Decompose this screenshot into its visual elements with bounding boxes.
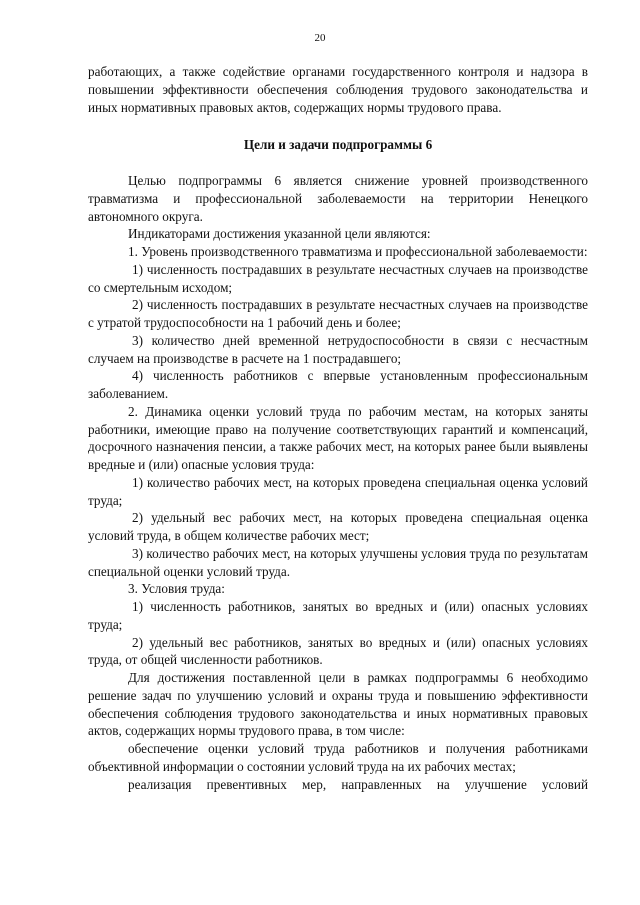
task-item-2: реализация превентивных мер, направленных на улучшение условий xyxy=(128,776,588,792)
indicator-3-item-1: 1) численность работников, занятых во вредных и (или) опасных условиях труда; xyxy=(88,599,588,632)
indicator-1-item-4: 4) численность работников с впервые установленным профессиональным заболеванием. xyxy=(88,368,588,401)
indicator-2-heading: 2. Динамика оценки условий труда по рабочим местам, на которых заняты работники, имеющие право на получение соответствующих гарантий и компенсаций, досрочного назначения пенсии, а также рабочих мест, на которых ранее были выявлены вредные и (или) опасные условия труда: xyxy=(88,403,588,472)
indicator-1-heading: 1. Уровень производственного травматизма и профессиональной заболеваемости: xyxy=(128,244,588,259)
indicator-2-item-3: 3) количество рабочих мест, на которых улучшены условия труда по результатам специальной оценки условий труда. xyxy=(88,545,588,579)
indicator-1-item-1: 1) численность пострадавших в результате несчастных случаев на производстве со смертельным исходом; xyxy=(88,261,588,295)
document-body xyxy=(88,63,588,793)
task-item-1: обеспечение оценки условий труда работников и получения работниками объективной информации о состоянии условий труда на их рабочих местах; xyxy=(88,741,588,774)
indicator-2-item-2: 2) удельный вес рабочих мест, на которых проведена специальная оценка условий труда, в общем количестве рабочих мест; xyxy=(88,510,588,543)
section-title: Цели и задачи подпрограммы 6 xyxy=(243,137,433,153)
indicator-3-heading: 3. Условия труда: xyxy=(128,581,225,597)
page-number: 20 xyxy=(314,32,326,44)
indicators-intro: Индикаторами достижения указанной цели являются: xyxy=(128,226,431,242)
indicator-1-item-2: 2) численность пострадавших в результате несчастных случаев на производстве с утратой трудоспособности на 1 рабочий день и более; xyxy=(88,297,588,330)
indicator-2-item-1: 1) количество рабочих мест, на которых проведена специальная оценка условий труда; xyxy=(88,474,588,508)
indicator-1-item-3: 3) количество дней временной нетрудоспособности в связи с несчастным случаем на производстве в расчете на 1 пострадавшего; xyxy=(88,332,588,366)
indicator-3-item-2: 2) удельный вес работников, занятых во вредных и (или) опасных условиях труда, от общей численности работников. xyxy=(88,634,588,668)
tasks-paragraph: Для достижения поставленной цели в рамках подпрограммы 6 необходимо решение задач по улучшению условий и охраны труда и повышению эффективности обеспечения соблюдения трудового законодательства и иных нормативных правовых актов, содержащих нормы трудового права, в том числе: xyxy=(88,670,588,739)
intro-paragraph: работающих, а также содействие органами государственного контроля и надзора в повышении эффективности обеспечения соблюдения трудового законодательства и иных нормативных правовых актов, содержащих нормы трудового права. xyxy=(88,64,588,115)
goal-paragraph: Целью подпрограммы 6 является снижение уровней производственного травматизма и профессиональной заболеваемости на территории Ненецкого автономного округа. xyxy=(88,173,588,224)
